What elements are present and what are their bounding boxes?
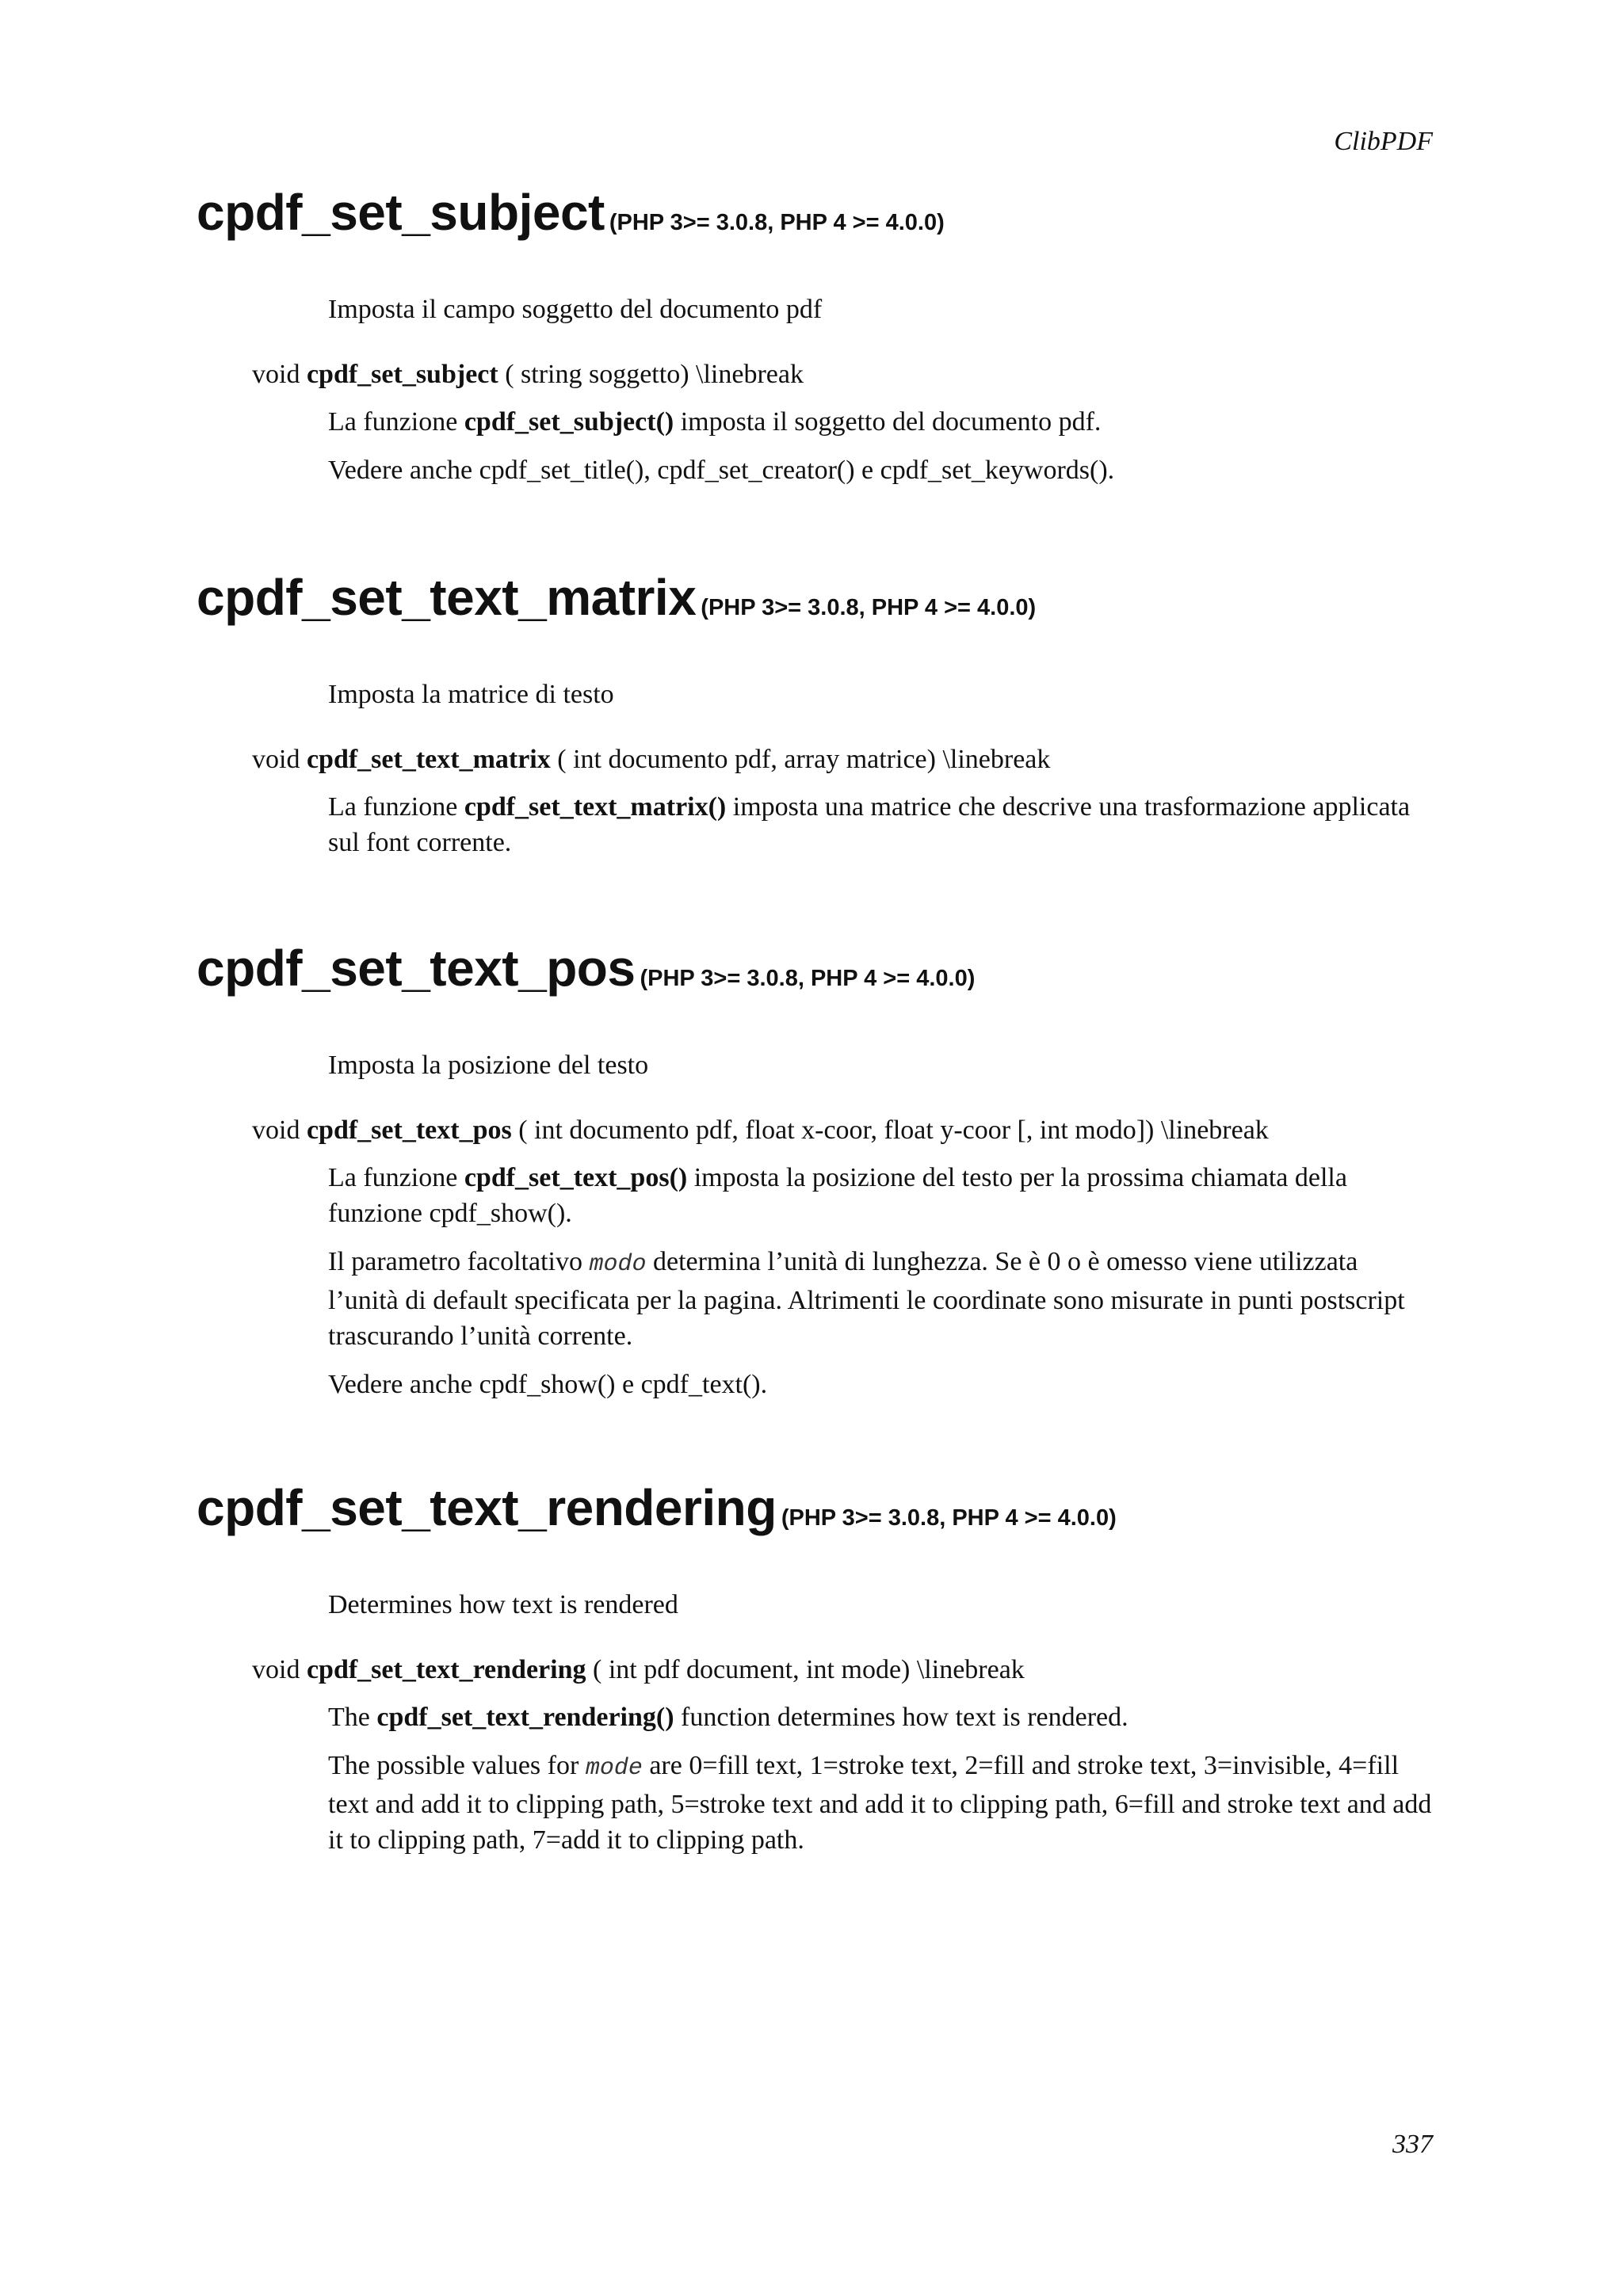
paragraph-text: Il parametro facoltativo — [328, 1247, 590, 1276]
page-number: 337 — [1392, 2130, 1433, 2159]
synopsis-params: ( string soggetto) \linebreak — [505, 360, 804, 389]
function-synopsis — [252, 1652, 1433, 1688]
entry-cpdf-set-text-rendering — [197, 1479, 1433, 1871]
paragraph-text: The possible values for — [328, 1751, 586, 1780]
synopsis-function-name: cpdf_set_text_matrix — [306, 745, 551, 774]
function-reference: cpdf_set_text_rendering() — [376, 1703, 674, 1732]
see-also-paragraph: Vedere anche cpdf_set_title(), cpdf_set_creator() e cpdf_set_keywords(). — [328, 456, 1115, 485]
entry-title — [197, 569, 1433, 626]
function-reference: cpdf_set_text_matrix() — [464, 792, 727, 822]
paragraph-text: are 0=fill text, 1=stroke text, 2=fill and stroke text, 3=invisible, 4=fill text and add it to clipping path, 5=stroke text and add it to clipping path, 6=fill and stroke text and add it to clipping path, 7=add it to clipping path. — [328, 1751, 1432, 1855]
synopsis-params: ( int documento pdf, array matrice) \linebreak — [557, 745, 1051, 774]
php-version: (PHP 3>= 3.0.8, PHP 4 >= 4.0.0) — [609, 210, 945, 235]
description-paragraph — [328, 1699, 1433, 1735]
return-type: void — [252, 1116, 300, 1145]
function-synopsis — [252, 357, 1433, 393]
synopsis-function-name: cpdf_set_text_rendering — [306, 1655, 586, 1684]
description-paragraph — [328, 404, 1433, 440]
entry-cpdf-set-text-matrix — [197, 569, 1433, 873]
function-synopsis — [252, 742, 1433, 778]
function-purpose: Determines how text is rendered — [328, 1590, 678, 1619]
parameter-name: mode — [585, 1755, 643, 1782]
function-synopsis — [252, 1112, 1433, 1149]
entry-title — [197, 1479, 1433, 1536]
paragraph-text: imposta una matrice che descrive una trasformazione applicata sul font corrente. — [328, 792, 1411, 857]
entry-title — [197, 184, 1433, 241]
description-paragraph — [328, 789, 1433, 860]
return-type: void — [252, 360, 300, 389]
paragraph-text: La funzione — [328, 1163, 464, 1192]
paragraph-text: imposta il soggetto del documento pdf. — [674, 407, 1102, 437]
function-name: cpdf_set_text_pos — [197, 940, 636, 997]
function-purpose: Imposta la matrice di testo — [328, 680, 614, 709]
function-reference: cpdf_set_subject() — [464, 407, 674, 437]
entry-cpdf-set-text-pos — [197, 940, 1433, 1415]
function-reference: cpdf_set_text_pos() — [464, 1163, 688, 1192]
description — [328, 1160, 1433, 1402]
entry-title — [197, 940, 1433, 997]
function-purpose: Imposta la posizione del testo — [328, 1051, 649, 1080]
paragraph-text: imposta la posizione del testo per la prossima chiamata della funzione cpdf_show(). — [328, 1163, 1347, 1228]
function-name: cpdf_set_text_matrix — [197, 569, 697, 626]
paragraph-text: La funzione — [328, 407, 464, 437]
entry-cpdf-set-subject — [197, 184, 1433, 501]
description — [328, 1699, 1433, 1858]
description — [328, 789, 1433, 860]
parameter-paragraph — [328, 1244, 1433, 1354]
paragraph-text: determina l’unità di lunghezza. Se è 0 o è omesso viene utilizzata l’unità di default specificata per la pagina. Altrimenti le coordinate sono misurate in punti postscript trascurando l’unità corrente. — [328, 1247, 1405, 1351]
php-version: (PHP 3>= 3.0.8, PHP 4 >= 4.0.0) — [640, 966, 976, 991]
running-header: ClibPDF — [1334, 127, 1433, 156]
synopsis-function-name: cpdf_set_subject — [306, 360, 498, 389]
parameter-name: modo — [589, 1251, 647, 1278]
synopsis-params: ( int documento pdf, float x-coor, float y-coor [, int modo]) \linebreak — [518, 1116, 1269, 1145]
synopsis-params: ( int pdf document, int mode) \linebreak — [593, 1655, 1025, 1684]
return-type: void — [252, 745, 300, 774]
return-type: void — [252, 1655, 300, 1684]
function-name: cpdf_set_subject — [197, 184, 605, 241]
see-also-paragraph: Vedere anche cpdf_show() e cpdf_text(). — [328, 1370, 768, 1399]
description-paragraph — [328, 1160, 1433, 1231]
synopsis-function-name: cpdf_set_text_pos — [306, 1116, 512, 1145]
php-version: (PHP 3>= 3.0.8, PHP 4 >= 4.0.0) — [781, 1505, 1117, 1531]
paragraph-text: La funzione — [328, 792, 464, 822]
function-name: cpdf_set_text_rendering — [197, 1479, 777, 1536]
php-version: (PHP 3>= 3.0.8, PHP 4 >= 4.0.0) — [701, 595, 1037, 620]
function-purpose: Imposta il campo soggetto del documento pdf — [328, 295, 823, 324]
parameter-paragraph — [328, 1748, 1433, 1858]
paragraph-text: function determines how text is rendered. — [674, 1703, 1128, 1732]
paragraph-text: The — [328, 1703, 377, 1732]
description — [328, 404, 1433, 488]
